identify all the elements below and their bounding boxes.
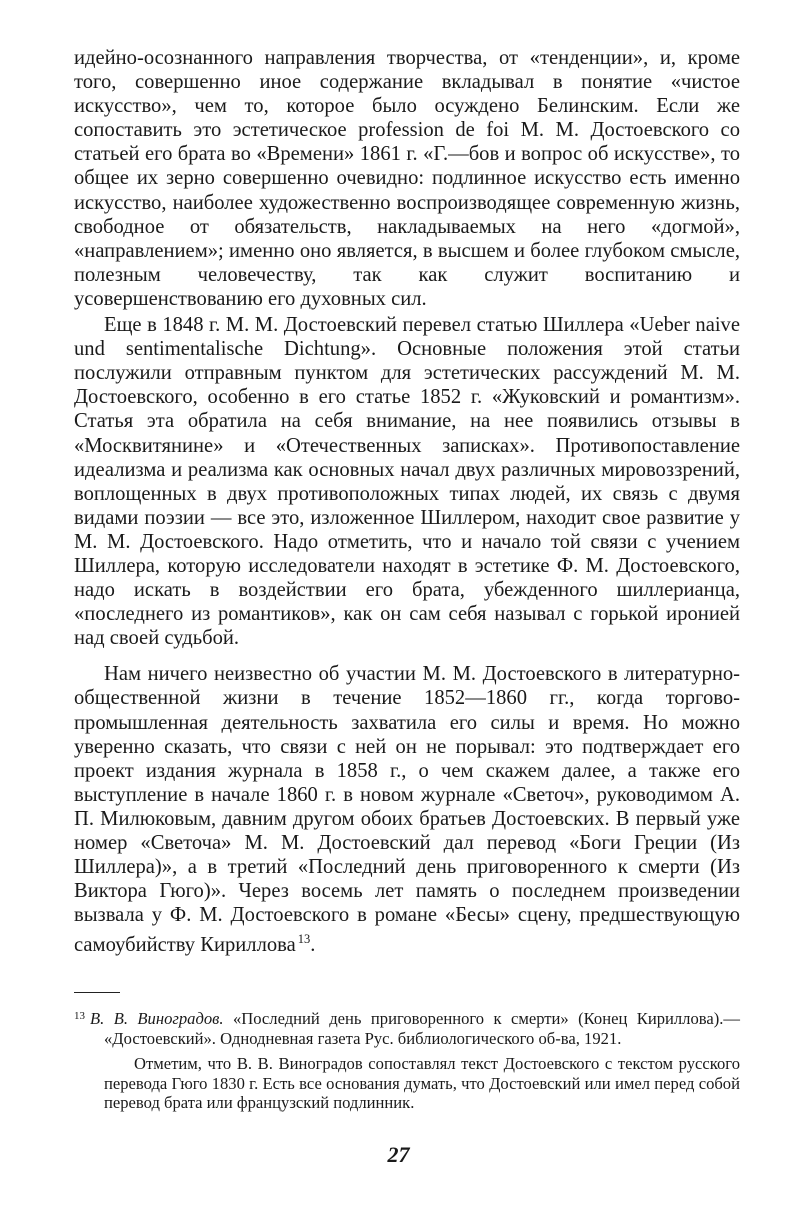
footnote-author: В. В. Виноградов.: [90, 1009, 224, 1029]
paragraph-3: Нам ничего неизвестно об участии М. М. Достоевского в литературно-общественной жизни в течение 1852—1860 гг., когда торгово-промышленная деятельность захватила его силы и время. Но можно уверенно сказать, что связи с ней он не порывал: это подтверждает его проект издания журнала в 1858 г., о чем скажем далее, а также его выступление в начале 1860 г. в новом журнале «Светоч», руководимом А. П. Милюковым, давним другом обоих братьев Достоевских. В первый уже номер «Светоча» М. М. Достоевский дал перевод «Боги Греции (Из Шиллера)», а в третий «Последний день приговоренного к смерти (Из Виктора Гюго)». Через восемь лет память о последнем произведении вызвала у Ф. М. Достоевского в романе «Бесы» сцену, предшествующую самоубийству Кириллова $^{13}$.: [74, 663, 740, 957]
paragraph-3-text: Нам ничего неизвестно об участии М. М. Достоевского в литературно-общественной жизни в течение 1852—1860 гг., когда торгово-промышленная деятельность захватила его силы и время. Но можно уверенно сказать, что связи с ней он не порывал: это подтверждает его проект издания журнала в 1858 г., о чем скажем далее, а также его выступление в начале 1860 г. в новом журнале «Светоч», руководимом А. П. Милюковым, давним другом обоих братьев Достоевских. В первый уже номер «Светоча» М. М. Достоевский дал перевод «Боги Греции (Из Шиллера)», а в третий «Последний день приговоренного к смерти (Из Виктора Гюго)». Через восемь лет память о последнем произведении вызвала у Ф. М. Достоевского в романе «Бесы» сцену, предшествующую самоубийству Кириллова: [74, 663, 740, 957]
footnote-number: 13: [74, 1010, 85, 1023]
page-content: [74, 46, 740, 1113]
paragraph-1: идейно-осознанного направления творчества, от «тенденции», и, кроме того, совершенно иное содержание вкладывал в понятие «чистое искусство», чем то, которое было осуждено Белинским. Если же сопоставить это эстетическое profession de foi М. М. Достоевского со статьей его брата во «Времени» 1861 г. «Г.—бов и вопрос об искусстве», то общее их зерно совершенно очевидно: подлинное искусство есть именно искусство, наиболее художественно воспроизводящее современную жизнь, свободное от обязательств, накладываемых на него «догмой», «направлением»; именно оно является, в высшем и более глубоком смысле, полезным человечеству, так как служит воспитанию и усовершенствованию его духовных сил.: [74, 47, 740, 310]
footnote-text-1: «Последний день приговоренного к смерти» (Конец Кириллова).— «Достоевский». Однодневная газета Рус. библиологического об-ва, 1921.: [104, 1009, 740, 1048]
footnote-reference[interactable]: 13: [297, 932, 311, 947]
footnote-text-2: Отметим, что В. В. Виноградов сопоставлял текст Достоевского с текстом русского перевода Гюго 1830 г. Есть все основания думать, что Достоевский или имел перед собой перевод брата или французский подлинник.: [104, 1054, 740, 1113]
paragraph-2: Еще в 1848 г. М. М. Достоевский перевел статью Шиллера «Ueber naive und sentimentalische Dichtung». Основные положения этой статьи послужили отправным пунктом для эстетических рассуждений М. М. Достоевского, особенно в его статье 1852 г. «Жуковский и романтизм». Статья эта обратила на себя внимание, на нее появились отзывы в «Москвитянине» и «Отечественных записках». Противопоставление идеализма и реализма как основных начал двух различных мировоззрений, воплощенных в двух противоположных типах людей, их связь с двумя видами поэзии — все это, изложенное Шиллером, находит свое развитие у М. М. Достоевского. Надо отметить, что и начало той связи с учением Шиллера, которую исследователи находят в эстетике Ф. М. Достоевского, надо искать в воздействии его брата, убежденного шиллерианца, «последнего из романтиков», как он сам себя называл с горькой иронией над своей судьбой.: [74, 314, 740, 650]
footnote-divider: [74, 992, 120, 993]
footnote-13: [74, 1007, 740, 1048]
page-number: 27: [387, 1142, 410, 1167]
